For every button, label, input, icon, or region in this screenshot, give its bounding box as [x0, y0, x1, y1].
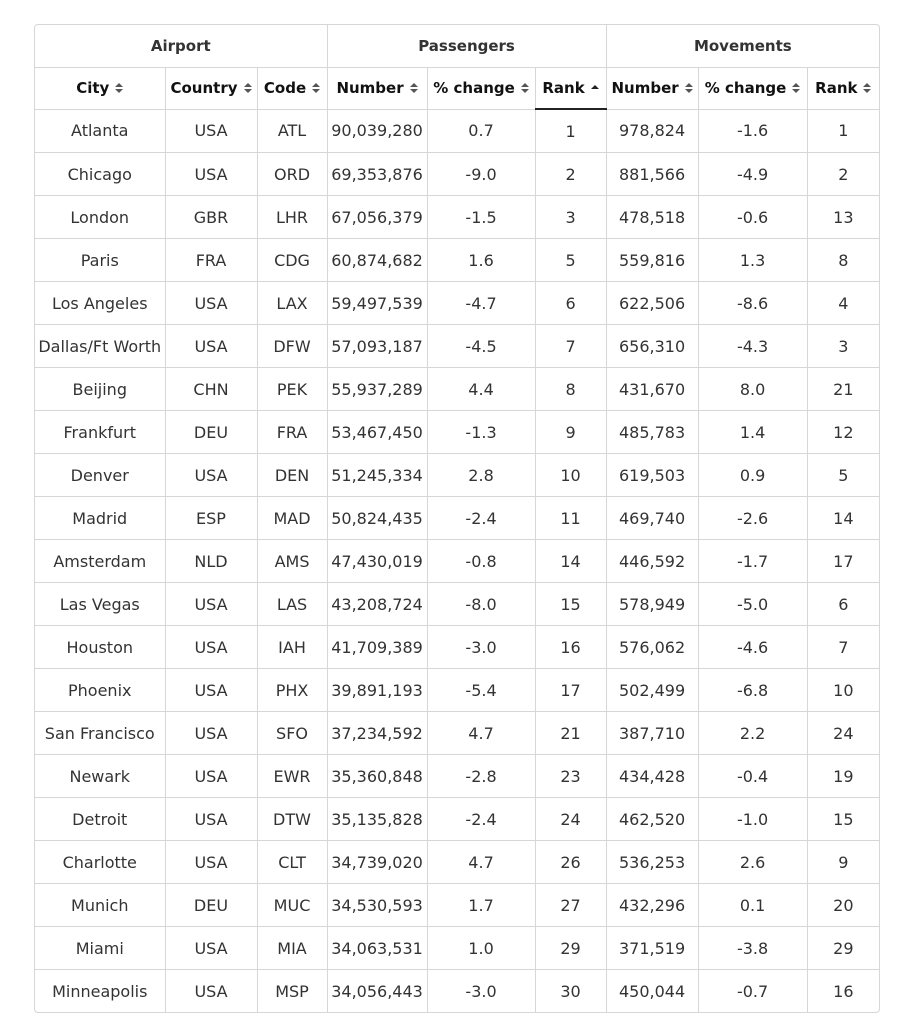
cell-passengers-number: 67,056,379: [327, 196, 427, 239]
cell-city: Madrid: [35, 497, 165, 540]
cell-code: DFW: [257, 325, 327, 368]
cell-passengers-rank: 11: [535, 497, 606, 540]
cell-passengers-rank: 2: [535, 153, 606, 196]
cell-movements-change: 1.3: [698, 239, 807, 282]
cell-passengers-rank: 1: [535, 109, 606, 153]
table-row: [35, 884, 879, 927]
cell-passengers-number: 37,234,592: [327, 712, 427, 755]
cell-country: USA: [165, 669, 257, 712]
cell-movements-change: -0.7: [698, 970, 807, 1013]
cell-passengers-change: 4.7: [427, 841, 535, 884]
table-row: [35, 282, 879, 325]
sort-icon: [410, 83, 418, 93]
cell-movements-rank: 8: [807, 239, 879, 282]
cell-city: Munich: [35, 884, 165, 927]
cell-passengers-change: -2.4: [427, 798, 535, 841]
table-row: [35, 841, 879, 884]
column-header-label: Number: [336, 79, 404, 98]
cell-city: Beijing: [35, 368, 165, 411]
cell-movements-number: 450,044: [606, 970, 698, 1013]
column-header-label: Country: [170, 79, 238, 98]
cell-code: CDG: [257, 239, 327, 282]
cell-country: USA: [165, 626, 257, 669]
cell-country: USA: [165, 841, 257, 884]
cell-movements-rank: 19: [807, 755, 879, 798]
sort-icon: [312, 83, 320, 93]
cell-passengers-number: 34,530,593: [327, 884, 427, 927]
cell-passengers-change: -8.0: [427, 583, 535, 626]
cell-passengers-change: -2.4: [427, 497, 535, 540]
cell-country: USA: [165, 927, 257, 970]
cell-movements-change: 2.2: [698, 712, 807, 755]
table-row: [35, 196, 879, 239]
cell-movements-number: 622,506: [606, 282, 698, 325]
cell-passengers-rank: 3: [535, 196, 606, 239]
cell-country: FRA: [165, 239, 257, 282]
cell-movements-number: 502,499: [606, 669, 698, 712]
table-row: [35, 927, 879, 970]
cell-city: Los Angeles: [35, 282, 165, 325]
column-header-label: % change: [704, 79, 787, 98]
cell-passengers-number: 57,093,187: [327, 325, 427, 368]
cell-passengers-rank: 14: [535, 540, 606, 583]
cell-city: Dallas/Ft Worth: [35, 325, 165, 368]
cell-passengers-number: 34,063,531: [327, 927, 427, 970]
column-header-passengers-number[interactable]: [327, 68, 427, 110]
table-row: [35, 583, 879, 626]
cell-country: USA: [165, 755, 257, 798]
cell-movements-number: 469,740: [606, 497, 698, 540]
cell-passengers-number: 39,891,193: [327, 669, 427, 712]
cell-movements-change: -4.9: [698, 153, 807, 196]
cell-code: AMS: [257, 540, 327, 583]
table-row: [35, 497, 879, 540]
cell-passengers-number: 35,135,828: [327, 798, 427, 841]
cell-movements-rank: 9: [807, 841, 879, 884]
cell-passengers-change: -3.0: [427, 970, 535, 1013]
cell-passengers-change: 1.7: [427, 884, 535, 927]
cell-passengers-number: 51,245,334: [327, 454, 427, 497]
column-header-movements-number[interactable]: [606, 68, 698, 110]
sort-icon: [521, 83, 529, 93]
cell-passengers-rank: 6: [535, 282, 606, 325]
cell-passengers-number: 60,874,682: [327, 239, 427, 282]
airport-table-container: [34, 24, 880, 1013]
cell-movements-rank: 4: [807, 282, 879, 325]
cell-movements-rank: 6: [807, 583, 879, 626]
cell-code: IAH: [257, 626, 327, 669]
cell-movements-number: 578,949: [606, 583, 698, 626]
cell-city: Las Vegas: [35, 583, 165, 626]
cell-passengers-number: 55,937,289: [327, 368, 427, 411]
cell-code: ATL: [257, 109, 327, 153]
cell-passengers-rank: 24: [535, 798, 606, 841]
cell-code: DEN: [257, 454, 327, 497]
column-header-label: Rank: [542, 79, 585, 97]
column-header-movements-rank[interactable]: [807, 68, 879, 110]
cell-city: Frankfurt: [35, 411, 165, 454]
sort-ascending-icon: [591, 85, 599, 91]
cell-city: Paris: [35, 239, 165, 282]
cell-movements-change: 8.0: [698, 368, 807, 411]
cell-code: CLT: [257, 841, 327, 884]
cell-movements-rank: 3: [807, 325, 879, 368]
cell-country: USA: [165, 798, 257, 841]
column-header-label: Code: [263, 79, 307, 98]
table-body: [35, 109, 879, 1012]
cell-city: Amsterdam: [35, 540, 165, 583]
column-header-label: Number: [611, 79, 679, 98]
table-row: [35, 325, 879, 368]
cell-country: ESP: [165, 497, 257, 540]
cell-passengers-change: 1.0: [427, 927, 535, 970]
cell-passengers-number: 47,430,019: [327, 540, 427, 583]
cell-country: USA: [165, 153, 257, 196]
cell-movements-change: 1.4: [698, 411, 807, 454]
table-row: [35, 109, 879, 153]
cell-city: Newark: [35, 755, 165, 798]
table-row: [35, 368, 879, 411]
cell-passengers-change: -4.5: [427, 325, 535, 368]
cell-movements-rank: 5: [807, 454, 879, 497]
table-row: [35, 540, 879, 583]
cell-passengers-rank: 15: [535, 583, 606, 626]
cell-passengers-rank: 8: [535, 368, 606, 411]
cell-movements-change: 0.1: [698, 884, 807, 927]
cell-movements-change: -4.3: [698, 325, 807, 368]
cell-movements-number: 462,520: [606, 798, 698, 841]
cell-country: CHN: [165, 368, 257, 411]
cell-movements-rank: 29: [807, 927, 879, 970]
cell-movements-rank: 16: [833, 981, 854, 1001]
cell-movements-change: -3.8: [698, 927, 807, 970]
table-row: [35, 239, 879, 282]
cell-country: GBR: [165, 196, 257, 239]
cell-movements-number: 371,519: [606, 927, 698, 970]
table-row: [35, 626, 879, 669]
table-row: [35, 153, 879, 196]
column-header-code[interactable]: [257, 68, 327, 110]
cell-code: MIA: [257, 927, 327, 970]
sort-icon: [115, 83, 123, 93]
cell-code: DTW: [257, 798, 327, 841]
cell-country: USA: [165, 109, 257, 153]
cell-passengers-change: 0.7: [427, 109, 535, 153]
cell-passengers-rank: 21: [535, 712, 606, 755]
cell-passengers-change: -0.8: [427, 540, 535, 583]
cell-movements-change: 0.9: [698, 454, 807, 497]
cell-city: Chicago: [35, 153, 165, 196]
cell-movements-number: 978,824: [606, 109, 698, 153]
cell-movements-rank: 15: [807, 798, 879, 841]
cell-passengers-rank: 30: [535, 970, 606, 1013]
cell-passengers-change: -1.3: [427, 411, 535, 454]
cell-passengers-number: 41,709,389: [327, 626, 427, 669]
cell-passengers-change: -4.7: [427, 282, 535, 325]
cell-movements-rank: 13: [807, 196, 879, 239]
table-row: [35, 970, 879, 1013]
cell-code: PHX: [257, 669, 327, 712]
cell-passengers-change: 2.8: [427, 454, 535, 497]
cell-passengers-number: 59,497,539: [327, 282, 427, 325]
cell-movements-change: 2.6: [698, 841, 807, 884]
cell-movements-number: 656,310: [606, 325, 698, 368]
table-row: [35, 411, 879, 454]
cell-passengers-change: 4.7: [427, 712, 535, 755]
cell-passengers-change: -5.4: [427, 669, 535, 712]
column-header-country[interactable]: [165, 68, 257, 110]
cell-movements-rank: 17: [807, 540, 879, 583]
cell-movements-number: 387,710: [606, 712, 698, 755]
cell-country: USA: [165, 970, 257, 1013]
column-header-passengers-rank[interactable]: [535, 68, 606, 110]
cell-passengers-rank: 23: [535, 755, 606, 798]
cell-movements-change: -1.0: [698, 798, 807, 841]
cell-movements-change: -2.6: [698, 497, 807, 540]
cell-city: Denver: [35, 454, 165, 497]
table-row: [35, 669, 879, 712]
cell-code: MUC: [257, 884, 327, 927]
cell-passengers-number: 35,360,848: [327, 755, 427, 798]
cell-city: Phoenix: [35, 669, 165, 712]
cell-passengers-change: 4.4: [427, 368, 535, 411]
sort-icon: [244, 83, 252, 93]
table-row: [35, 454, 879, 497]
cell-passengers-rank: 29: [535, 927, 606, 970]
cell-city: Miami: [35, 927, 165, 970]
cell-movements-number: 485,783: [606, 411, 698, 454]
cell-city: Detroit: [35, 798, 165, 841]
cell-code: LAS: [257, 583, 327, 626]
group-header-movements: Movements: [606, 25, 879, 68]
cell-movements-change: -1.7: [698, 540, 807, 583]
cell-passengers-rank: 17: [535, 669, 606, 712]
cell-passengers-change: -2.8: [427, 755, 535, 798]
cell-city: San Francisco: [35, 712, 165, 755]
cell-passengers-change: -1.5: [427, 196, 535, 239]
cell-city: Houston: [35, 626, 165, 669]
sort-icon: [792, 83, 800, 93]
cell-code: PEK: [257, 368, 327, 411]
column-header-movements-change[interactable]: [698, 68, 807, 110]
cell-passengers-number: 34,056,443: [327, 970, 427, 1013]
airport-table: [35, 25, 879, 1012]
cell-movements-change: -5.0: [698, 583, 807, 626]
cell-passengers-rank: 10: [535, 454, 606, 497]
cell-movements-number: 559,816: [606, 239, 698, 282]
cell-code: FRA: [257, 411, 327, 454]
cell-passengers-rank: 27: [535, 884, 606, 927]
cell-country: USA: [165, 454, 257, 497]
column-header-city[interactable]: [35, 68, 165, 110]
cell-passengers-change: -3.0: [427, 626, 535, 669]
column-header-passengers-change[interactable]: [427, 68, 535, 110]
cell-passengers-rank: 5: [535, 239, 606, 282]
cell-passengers-rank: 9: [535, 411, 606, 454]
cell-code: ORD: [257, 153, 327, 196]
cell-country: NLD: [165, 540, 257, 583]
cell-movements-rank: 24: [807, 712, 879, 755]
cell-movements-change: -4.6: [698, 626, 807, 669]
table-row: [35, 712, 879, 755]
cell-city: Minneapolis: [35, 970, 165, 1013]
cell-country: USA: [165, 282, 257, 325]
cell-passengers-change: 1.6: [427, 239, 535, 282]
cell-code: EWR: [257, 755, 327, 798]
cell-passengers-rank: 7: [535, 325, 606, 368]
cell-code: MAD: [257, 497, 327, 540]
cell-passengers-number: 43,208,724: [327, 583, 427, 626]
column-header-label: City: [76, 79, 110, 98]
sort-icon: [685, 83, 693, 93]
cell-movements-change: -1.6: [698, 109, 807, 153]
cell-movements-rank: 2: [807, 153, 879, 196]
cell-movements-number: 536,253: [606, 841, 698, 884]
cell-movements-rank: 7: [807, 626, 879, 669]
cell-movements-number: 576,062: [606, 626, 698, 669]
cell-passengers-number: 34,739,020: [327, 841, 427, 884]
cell-movements-number: 446,592: [606, 540, 698, 583]
cell-code: SFO: [257, 712, 327, 755]
column-header-label: % change: [433, 79, 515, 98]
cell-passengers-number: 90,039,280: [327, 109, 427, 153]
cell-movements-change: -6.8: [698, 669, 807, 712]
cell-movements-rank: 20: [807, 884, 879, 927]
cell-code: LHR: [257, 196, 327, 239]
cell-passengers-change: -9.0: [427, 153, 535, 196]
cell-movements-change: -0.4: [698, 755, 807, 798]
table-row: [35, 798, 879, 841]
cell-movements-rank: 12: [807, 411, 879, 454]
cell-movements-number: 478,518: [606, 196, 698, 239]
cell-movements-change: -0.6: [698, 196, 807, 239]
cell-passengers-rank: 16: [535, 626, 606, 669]
cell-movements-number: 619,503: [606, 454, 698, 497]
cell-movements-number: 431,670: [606, 368, 698, 411]
cell-code: LAX: [257, 282, 327, 325]
column-header-label: Rank: [815, 79, 858, 98]
cell-country: USA: [165, 325, 257, 368]
cell-movements-change: -8.6: [698, 282, 807, 325]
cell-city: London: [35, 196, 165, 239]
cell-movements-number: 434,428: [606, 755, 698, 798]
table-row: [35, 755, 879, 798]
cell-country: USA: [165, 583, 257, 626]
cell-movements-number: 881,566: [606, 153, 698, 196]
group-header-passengers: Passengers: [327, 25, 606, 68]
cell-movements-number: 432,296: [606, 884, 698, 927]
cell-passengers-number: 69,353,876: [327, 153, 427, 196]
cell-city: Charlotte: [35, 841, 165, 884]
cell-passengers-number: 53,467,450: [327, 411, 427, 454]
group-header-airport: Airport: [35, 25, 327, 68]
cell-country: DEU: [165, 411, 257, 454]
sort-icon: [863, 83, 871, 93]
cell-movements-rank: 10: [807, 669, 879, 712]
cell-country: DEU: [165, 884, 257, 927]
cell-code: MSP: [257, 970, 327, 1013]
cell-movements-rank: 14: [807, 497, 879, 540]
cell-movements-rank: 21: [807, 368, 879, 411]
cell-passengers-rank: 26: [535, 841, 606, 884]
cell-country: USA: [165, 712, 257, 755]
cell-movements-rank: 1: [807, 109, 879, 153]
cell-city: Atlanta: [35, 109, 165, 153]
cell-passengers-number: 50,824,435: [327, 497, 427, 540]
